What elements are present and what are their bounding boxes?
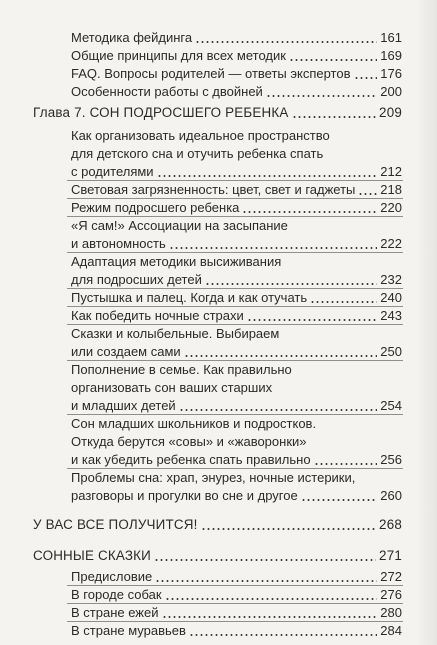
toc-entry-title: Световая загрязненность: цвет, свет и гаджеты xyxy=(71,182,356,197)
toc-entry-line: Адаптация методики высиживания xyxy=(71,254,282,269)
toc-entry xyxy=(71,488,402,504)
toc-entry-title: Пустышка и палец. Когда и как отучать xyxy=(71,290,308,305)
toc-entry-title: Предисловие xyxy=(71,569,153,584)
section-heading xyxy=(33,517,402,533)
toc-entry xyxy=(71,452,402,468)
toc-entry-line: «Я сам!» Ассоциации на засыпание xyxy=(71,218,288,233)
leader-dots xyxy=(354,77,378,79)
divider xyxy=(67,603,403,604)
toc-entry-page: 260 xyxy=(380,488,402,503)
toc-entry xyxy=(71,48,402,64)
toc-entry xyxy=(71,308,402,324)
section-heading xyxy=(33,548,402,564)
toc-entry xyxy=(71,236,402,252)
leader-dots xyxy=(289,59,377,61)
leader-dots xyxy=(201,528,377,530)
toc-entry-page: 176 xyxy=(380,66,402,81)
toc-entry xyxy=(71,272,402,288)
toc-entry-line: Пополнение в семье. Как правильно xyxy=(71,362,292,377)
toc-entry-page: 222 xyxy=(380,236,402,251)
leader-dots xyxy=(247,319,378,321)
leader-dots xyxy=(242,211,377,213)
toc-entry-title: Общие принципы для всех методик xyxy=(71,48,286,63)
leader-dots xyxy=(165,598,378,600)
page-edge-shadow xyxy=(415,0,437,645)
divider xyxy=(67,198,403,199)
toc-entry-page: 169 xyxy=(380,48,402,63)
toc-entry-page: 272 xyxy=(380,569,402,584)
divider xyxy=(67,180,403,181)
toc-entry-line: Сон младших школьников и подростков. xyxy=(71,416,317,431)
section-page: 268 xyxy=(379,517,402,532)
toc-entry xyxy=(71,605,402,621)
chapter-page: 209 xyxy=(379,105,402,120)
leader-dots xyxy=(179,409,378,411)
leader-dots xyxy=(154,559,376,561)
toc-entry-title: Режим подросшего ребенка xyxy=(71,200,240,215)
toc-entry xyxy=(71,587,402,603)
toc-entry-page: 254 xyxy=(380,398,402,413)
toc-entry-line: Проблемы сна: храп, энурез, ночные истерики, xyxy=(71,470,356,485)
toc-entry-title: В городе собак xyxy=(71,587,162,602)
leader-dots xyxy=(162,616,378,618)
toc-entry-page: 220 xyxy=(380,200,402,215)
toc-entry-page: 256 xyxy=(380,452,402,467)
leader-dots xyxy=(195,41,377,43)
toc-entry xyxy=(71,182,402,198)
toc-entry-line: Как организовать идеальное пространство xyxy=(71,128,330,143)
chapter-heading xyxy=(33,105,402,121)
toc-entry-title: В стране ежей xyxy=(71,605,159,620)
toc-entry-title: и младших детей xyxy=(71,398,176,413)
toc-entry xyxy=(71,623,402,639)
toc-entry-page: 232 xyxy=(380,272,402,287)
toc-entry xyxy=(71,200,402,216)
toc-entry-page: 212 xyxy=(380,164,402,179)
toc-entry-page: 240 xyxy=(380,290,402,305)
divider xyxy=(67,216,403,217)
divider xyxy=(67,414,403,415)
divider xyxy=(67,468,403,469)
leader-dots xyxy=(184,355,378,357)
leader-dots xyxy=(314,463,378,465)
leader-dots xyxy=(301,499,378,501)
divider xyxy=(67,252,403,253)
divider xyxy=(67,621,403,622)
toc-entry-page: 200 xyxy=(380,84,402,99)
section-title: СОННЫЕ СКАЗКИ xyxy=(33,548,152,563)
divider xyxy=(67,585,403,586)
leader-dots xyxy=(358,193,377,195)
leader-dots xyxy=(292,116,377,118)
toc-entry-line: для детского сна и отучить ребенка спать xyxy=(71,146,324,161)
leader-dots xyxy=(189,634,377,636)
toc-entry-page: 276 xyxy=(380,587,402,602)
toc-entry-page: 218 xyxy=(380,182,402,197)
toc-entry-title: и как убедить ребенка спать правильно xyxy=(71,452,311,467)
toc-entry xyxy=(71,84,402,100)
divider xyxy=(67,360,403,361)
toc-entry-title: FAQ. Вопросы родителей — ответы экспертов xyxy=(71,66,351,81)
toc-entry xyxy=(71,398,402,414)
toc-entry xyxy=(71,30,402,46)
divider xyxy=(67,306,403,307)
toc-entry-title: В стране муравьев xyxy=(71,623,186,638)
toc-entry-title: с родителями xyxy=(71,164,154,179)
toc-entry-line: Откуда берутся «совы» и «жаворонки» xyxy=(71,434,307,449)
leader-dots xyxy=(205,283,377,285)
leader-dots xyxy=(266,95,377,97)
leader-dots xyxy=(310,301,377,303)
toc-entry-title: и автономность xyxy=(71,236,166,251)
toc-entry xyxy=(71,569,402,585)
toc-entry-page: 250 xyxy=(380,344,402,359)
toc-entry-title: Методика фейдинга xyxy=(71,30,193,45)
divider xyxy=(67,324,403,325)
leader-dots xyxy=(169,247,378,249)
leader-dots xyxy=(155,580,377,582)
toc-entry-page: 161 xyxy=(380,30,402,45)
toc-entry-page: 280 xyxy=(380,605,402,620)
toc-entry xyxy=(71,290,402,306)
toc-entry-line: Сказки и колыбельные. Выбираем xyxy=(71,326,280,341)
toc-entry-title: разговоры и прогулки во сне и другое xyxy=(71,488,298,503)
section-page: 271 xyxy=(379,548,402,563)
divider xyxy=(67,288,403,289)
chapter-title: Глава 7. СОН ПОДРОСШЕГО РЕБЕНКА xyxy=(33,105,289,120)
toc-entry xyxy=(71,66,402,82)
toc-entry-title: Как победить ночные страхи xyxy=(71,308,244,323)
toc-entry-page: 243 xyxy=(380,308,402,323)
toc-entry xyxy=(71,344,402,360)
section-title: У ВАС ВСЕ ПОЛУЧИТСЯ! xyxy=(33,517,198,532)
leader-dots xyxy=(157,175,378,177)
toc-entry-line: организовать сон ваших старших xyxy=(71,380,273,395)
toc-entry-title: Особенности работы с двойней xyxy=(71,84,263,99)
toc-entry-page: 284 xyxy=(380,623,402,638)
toc-entry xyxy=(71,164,402,180)
toc-entry-title: для подросших детей xyxy=(71,272,202,287)
toc-entry-title: или создаем сами xyxy=(71,344,181,359)
